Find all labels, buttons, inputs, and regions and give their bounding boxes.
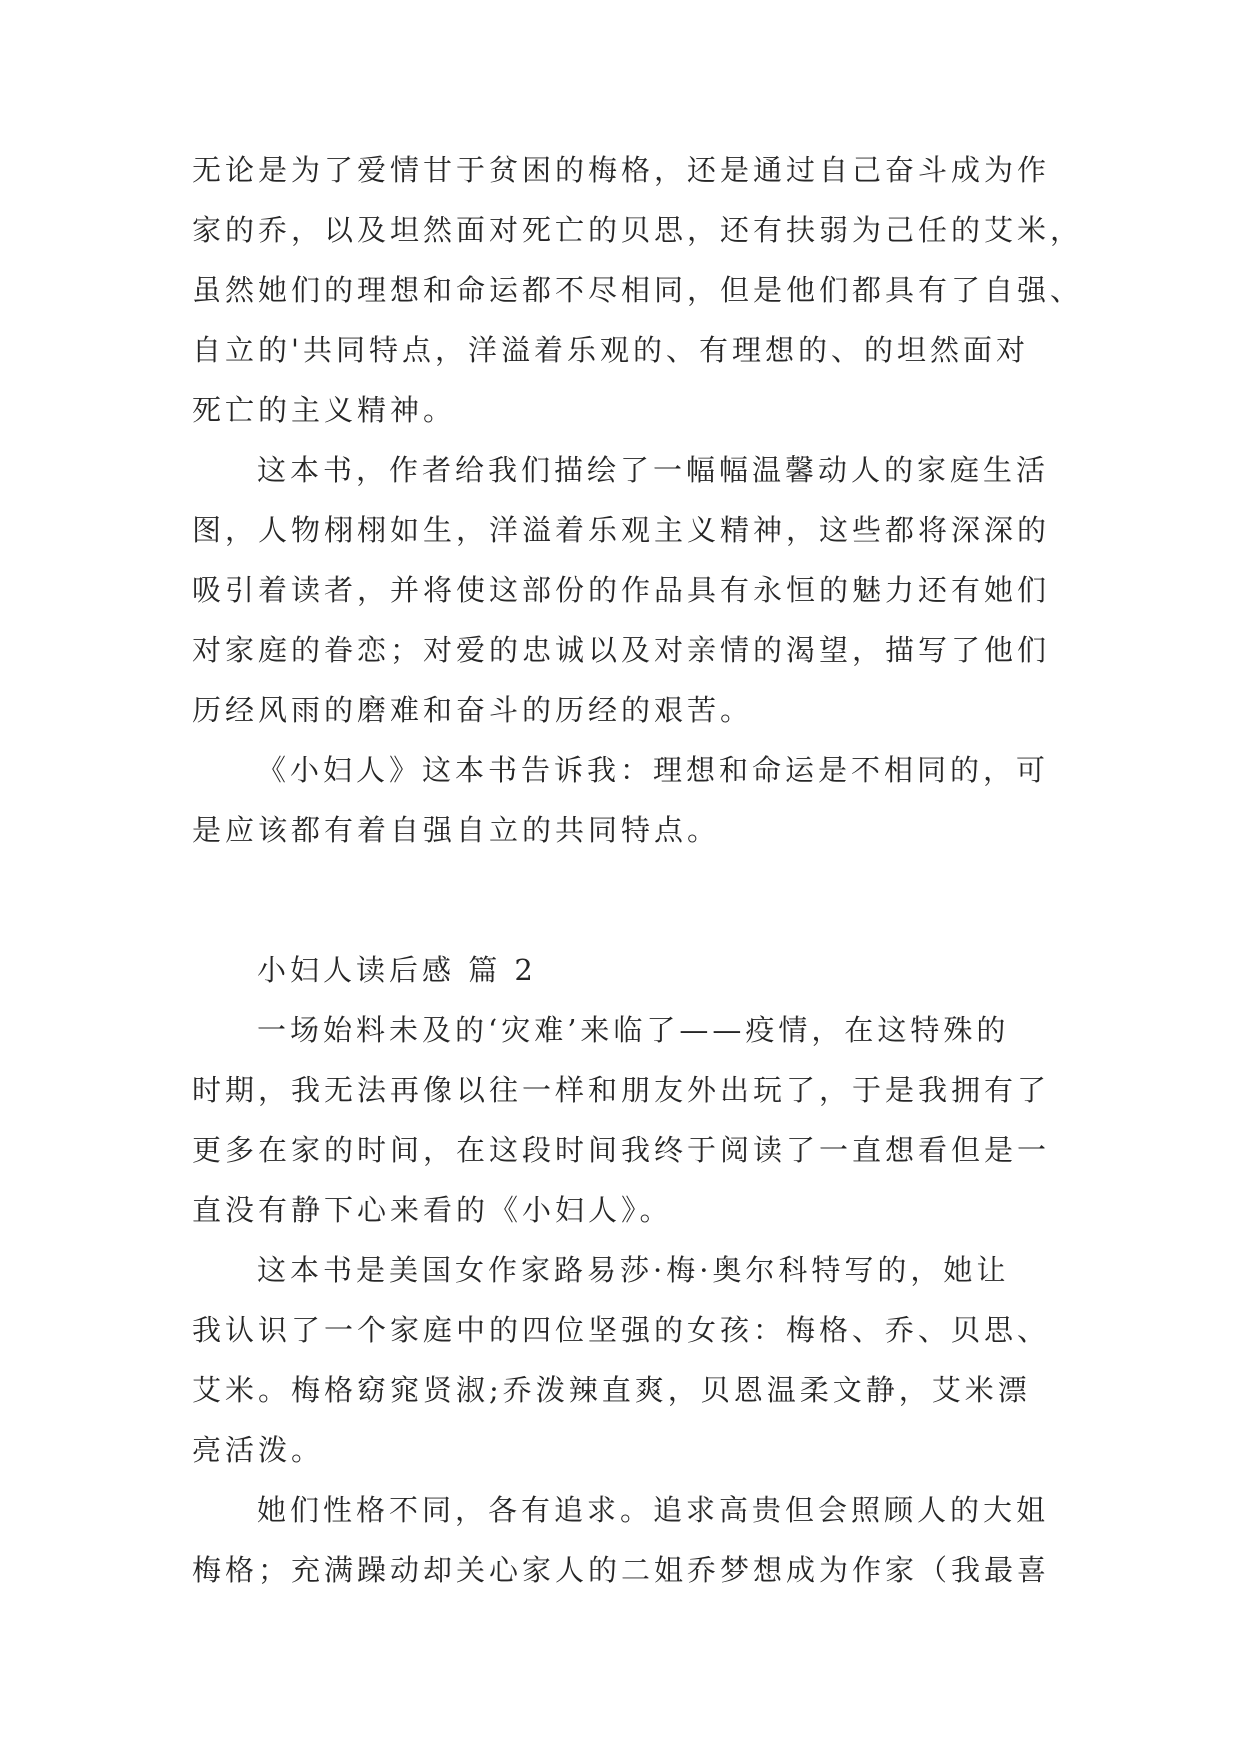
text-line: 家的乔，以及坦然面对死亡的贝思，还有扶弱为己任的艾米，	[192, 213, 1084, 247]
text-line: 时期，我无法再像以往一样和朋友外出玩了，于是我拥有了	[192, 1073, 1051, 1107]
paragraph-2	[192, 440, 1092, 740]
paragraph-6	[192, 1480, 1092, 1600]
text-line: 梅格；充满躁动却关心家人的二姐乔梦想成为作家（我最喜	[192, 1553, 1051, 1587]
text-line: 无论是为了爱情甘于贫困的梅格，还是通过自己奋斗成为作	[192, 153, 1051, 187]
text-line: 吸引着读者，并将使这部份的作品具有永恒的魅力还有她们	[192, 573, 1051, 607]
text-line: 她们性格不同，各有追求。追求高贵但会照顾人的大姐	[257, 1493, 1050, 1527]
paragraph-1	[192, 140, 1092, 440]
text-line: 虽然她们的理想和命运都不尽相同，但是他们都具有了自强、	[192, 273, 1084, 307]
text-line: 这本书，作者给我们描绘了一幅幅温馨动人的家庭生活	[257, 453, 1050, 487]
text-line: 更多在家的时间，在这段时间我终于阅读了一直想看但是一	[192, 1133, 1051, 1167]
text-line: 我认识了一个家庭中的四位坚强的女孩：梅格、乔、贝思、	[192, 1313, 1051, 1347]
text-line: 自立的'共同特点，洋溢着乐观的、有理想的、的坦然面对	[192, 333, 1029, 367]
text-line: 一场始料未及的‘灾难’来临了——疫情，在这特殊的	[257, 1013, 1010, 1047]
text-line: 对家庭的眷恋；对爱的忠诚以及对亲情的渴望，描写了他们	[192, 633, 1051, 667]
text-line: 亮活泼。	[192, 1433, 325, 1467]
paragraph-4	[192, 1000, 1092, 1240]
section-title: 小妇人读后感 篇 2	[257, 953, 537, 987]
text-line: 直没有静下心来看的《小妇人》。	[192, 1193, 673, 1227]
text-line: 图，人物栩栩如生，洋溢着乐观主义精神，这些都将深深的	[192, 513, 1051, 547]
body-text	[192, 140, 1092, 1600]
text-line: 艾米。梅格窈窕贤淑;乔泼辣直爽，贝恩温柔文静，艾米漂	[192, 1373, 1031, 1407]
section-gap	[192, 860, 1092, 940]
text-line: 是应该都有着自强自立的共同特点。	[192, 813, 721, 847]
text-line: 历经风雨的磨难和奋斗的历经的艰苦。	[192, 693, 754, 727]
text-line: 这本书是美国女作家路易莎·梅·奥尔科特写的，她让	[257, 1253, 1010, 1287]
text-line: 《小妇人》这本书告诉我：理想和命运是不相同的，可	[257, 753, 1050, 787]
paragraph-3	[192, 740, 1092, 860]
paragraph-5	[192, 1240, 1092, 1480]
text-line: 死亡的主义精神。	[192, 393, 457, 427]
